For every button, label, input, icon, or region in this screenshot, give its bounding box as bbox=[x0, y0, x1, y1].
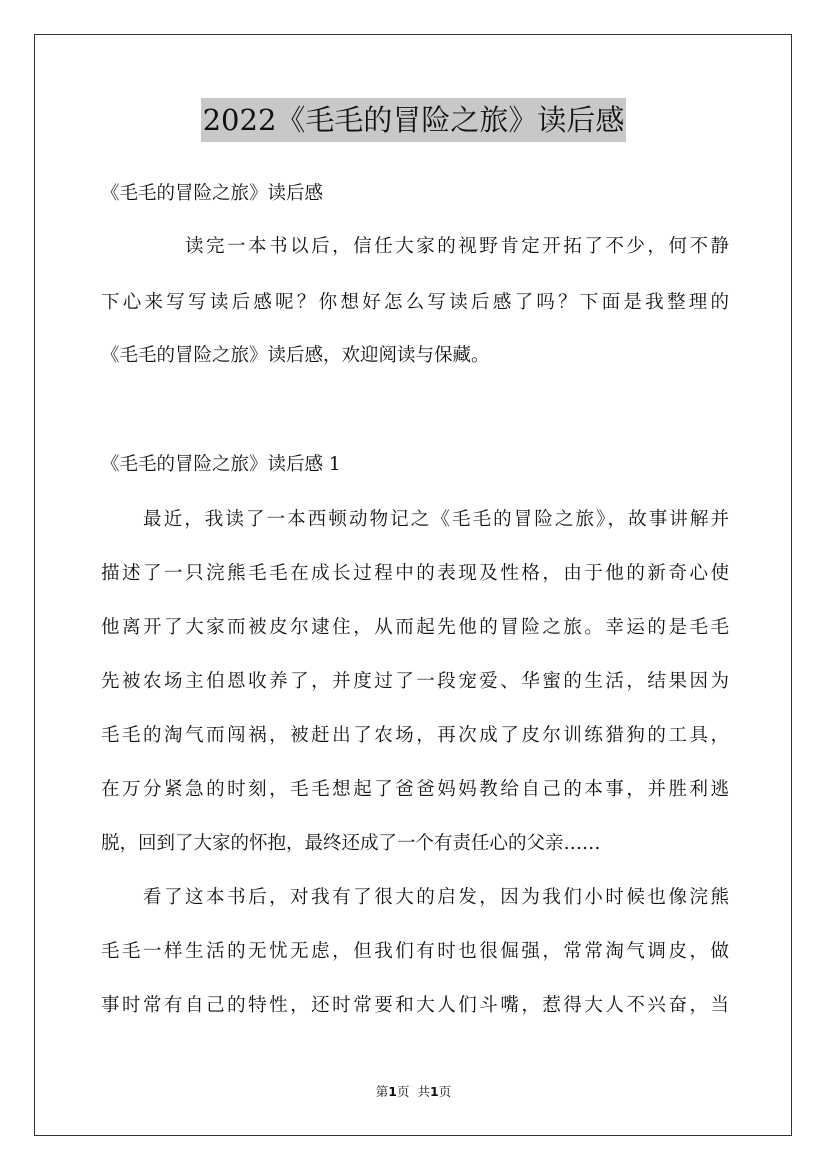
intro-line: 读完一本书以后，信任大家的视野肯定开拓了不少，何不静 bbox=[185, 236, 729, 257]
document-subtitle: 《毛毛的冒险之旅》读后感 bbox=[101, 183, 324, 204]
footer-page-prefix: 第 bbox=[375, 1084, 389, 1099]
paragraph-line: 描述了一只浣熊毛毛在成长过程中的表现及性格，由于他的新奇心使 bbox=[101, 563, 729, 584]
paragraph-line: 他离开了大家而被皮尔逮住，从而起先他的冒险之旅。幸运的是毛毛 bbox=[101, 617, 729, 638]
footer-total-suffix: 页 bbox=[438, 1084, 452, 1099]
footer-total-prefix: 共 bbox=[417, 1084, 430, 1099]
page-footer bbox=[0, 1083, 827, 1101]
paragraph-line: 先被农场主伯恩收养了，并度过了一段宠爱、华蜜的生活，结果因为 bbox=[101, 671, 729, 692]
footer-page-suffix: 页 bbox=[397, 1084, 410, 1099]
document-title-text: 2022《毛毛的冒险之旅》读后感 bbox=[201, 98, 627, 142]
intro-line: 《毛毛的冒险之旅》读后感，欢迎阅读与保藏。 bbox=[101, 345, 490, 366]
section-heading: 《毛毛的冒险之旅》读后感 1 bbox=[101, 454, 341, 475]
footer-page-number: 1 bbox=[388, 1084, 397, 1099]
paragraph-line: 毛毛一样生活的无忧无虑，但我们有时也很倔强，常常淘气调皮，做 bbox=[101, 941, 729, 962]
paragraph-line: 在万分紧急的时刻，毛毛想起了爸爸妈妈教给自己的本事，并胜利逃 bbox=[101, 779, 729, 800]
paragraph-line: 看了这本书后，对我有了很大的启发，因为我们小时候也像浣熊 bbox=[143, 887, 729, 908]
document-title bbox=[0, 98, 827, 142]
paragraph-line: 毛毛的淘气而闯祸，被赶出了农场，再次成了皮尔训练猎狗的工具， bbox=[101, 725, 729, 746]
footer-total-number: 1 bbox=[429, 1084, 439, 1099]
intro-line: 下心来写写读后感呢？你想好怎么写读后感了吗？下面是我整理的 bbox=[101, 292, 729, 313]
paragraph-line: 事时常有自己的特性，还时常要和大人们斗嘴，惹得大人不兴奋，当 bbox=[101, 995, 729, 1016]
paragraph-line: 最近，我读了一本西顿动物记之《毛毛的冒险之旅》，故事讲解并 bbox=[143, 509, 729, 530]
paragraph-line: 脱，回到了大家的怀抱，最终还成了一个有责任心的父亲…… bbox=[101, 833, 601, 854]
